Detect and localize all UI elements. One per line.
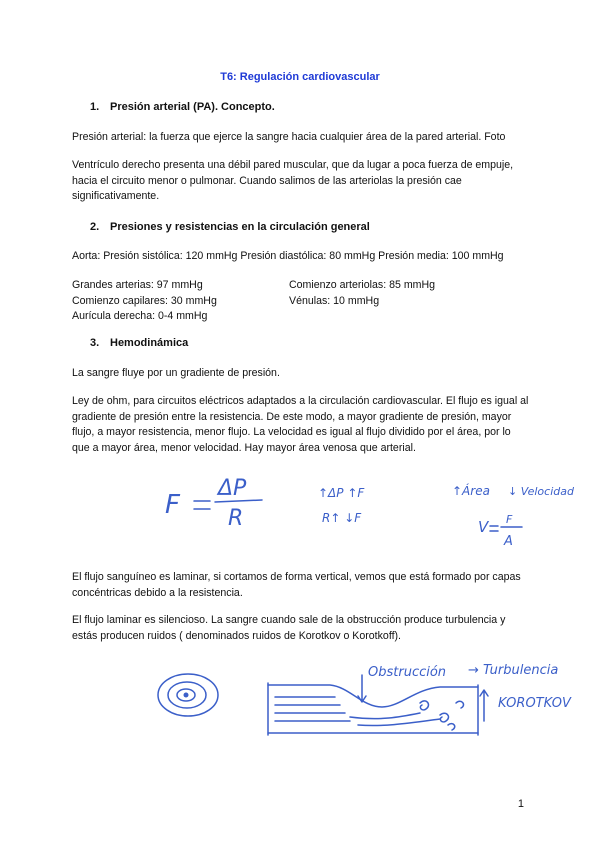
velocidad-label: ↓ Velocidad bbox=[508, 485, 574, 498]
relation-pressure-flow: ↑ΔP ↑F bbox=[318, 486, 365, 500]
pressure-item: Comienzo capilares: 30 mmHg bbox=[72, 294, 217, 307]
paragraph-turbulence: El flujo laminar es silencioso. La sangre cuando sale de la obstrucción produce turbulencia y estás producen ruidos ( denominados ruidos de Korotkov o Korotkoff). bbox=[72, 614, 506, 642]
paragraph-aorta: Aorta: Presión sistólica: 120 mmHg Presión diastólica: 80 mmHg Presión media: 100 mmHg bbox=[72, 250, 504, 262]
formula-delta-p: ΔP bbox=[218, 476, 247, 501]
section-heading-text: Presión arterial (PA). Concepto. bbox=[110, 101, 275, 113]
section-heading-2 bbox=[90, 221, 370, 233]
obstructed-vessel-drawing bbox=[268, 675, 488, 735]
formula-flow: F bbox=[506, 513, 513, 526]
flow-drawing bbox=[0, 655, 600, 755]
paragraph-laminar: El flujo sanguíneo es laminar, si cortamos de forma vertical, vemos que está formado por capas concéntricas debido a la resistencia. bbox=[72, 571, 521, 599]
formula-area: A bbox=[504, 534, 513, 549]
obstruccion-label: Obstrucción bbox=[368, 665, 447, 680]
section-heading-1 bbox=[90, 101, 275, 113]
equals-sign bbox=[194, 501, 210, 509]
turbulencia-label: → Turbulencia bbox=[468, 663, 559, 678]
korotkov-label: KOROTKOV bbox=[498, 696, 571, 711]
pressure-item: Vénulas: 10 mmHg bbox=[289, 294, 380, 307]
section-heading-text: Presiones y resistencias en la circulación general bbox=[110, 221, 370, 233]
area-label: ↑Área bbox=[452, 484, 490, 498]
document-title: T6: Regulación cardiovascular bbox=[220, 71, 380, 83]
handwritten-formulas bbox=[0, 465, 600, 555]
sound-arrow bbox=[480, 690, 488, 721]
section-number: 1. bbox=[90, 101, 100, 113]
formula-f: F bbox=[165, 490, 180, 520]
relation-resistance-flow: R↑ ↓F bbox=[322, 511, 362, 525]
page-number: 1 bbox=[517, 798, 524, 810]
pressure-item: Aurícula derecha: 0-4 mmHg bbox=[72, 310, 208, 322]
pressure-item: Grandes arterias: 97 mmHg bbox=[72, 279, 203, 291]
formula-r: R bbox=[228, 506, 244, 531]
section-heading-3 bbox=[90, 337, 188, 349]
paragraph-gradient: La sangre fluye por un gradiente de presión. bbox=[72, 367, 280, 379]
equals-sign bbox=[490, 526, 498, 531]
section-heading-text: Hemodinámica bbox=[110, 337, 189, 349]
pressure-list-left bbox=[72, 278, 292, 325]
pressure-list-right bbox=[289, 278, 509, 309]
pressure-item: Comienzo arteriolas: 85 mmHg bbox=[289, 279, 436, 291]
section-number: 3. bbox=[90, 337, 100, 349]
paragraph-ventricle: Ventrículo derecho presenta una débil pared muscular, que da lugar a poca fuerza de empuje, hacia el circuito menor o pulmonar. Cuando salimos de las arteriolas la presión cae significativamente. bbox=[72, 159, 514, 202]
paragraph-definition: Presión arterial: la fuerza que ejerce la sangre hacia cualquier área de la pared arterial. Foto bbox=[72, 131, 506, 143]
section-number: 2. bbox=[90, 221, 100, 233]
paragraph-ohm: Ley de ohm, para circuitos eléctricos adaptados a la circulación cardiovascular. El flujo es igual al gradiente de presión entre la resistencia. De este modo, a mayor gradiente de presión, mayor flujo, a mayor resistencia, menor flujo. La velocidad es igual al flujo dividido por el área, por lo que a mayor área, menor velocidad. Hay mayor área venosa que arterial. bbox=[72, 395, 529, 454]
obstruction-arrow bbox=[358, 675, 366, 702]
concentric-layers-drawing bbox=[158, 674, 218, 716]
formula-v: V bbox=[478, 518, 489, 536]
